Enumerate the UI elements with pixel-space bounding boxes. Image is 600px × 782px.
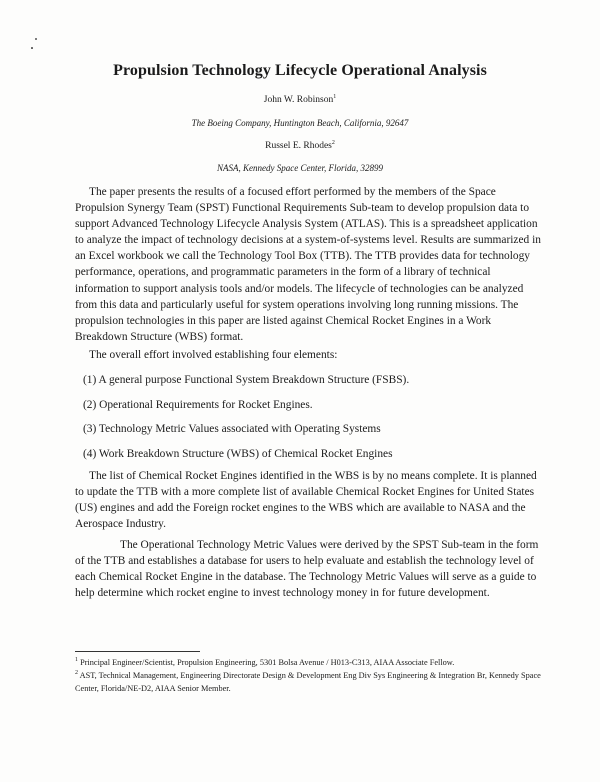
- metric-values-paragraph: The Operational Technology Metric Values were derived by the SPST Sub-team in the form of the TTB and establishes a database for users to help evaluate and establish the technology level of each Chemical Rocket Engine in the database. The Technology Metric Values will serve as a guide to help determine which rocket engine to invest technology money in for future development.: [75, 539, 539, 600]
- author-2-affiliation: NASA, Kennedy Space Center, Florida, 32899: [217, 163, 383, 173]
- footnote-1-text: Principal Engineer/Scientist, Propulsion Engineering, 5301 Bolsa Avenue / H013-C313, AIAA Associate Fellow.: [80, 658, 455, 667]
- overall-effort-paragraph: The overall effort involved establishing four elements:: [89, 349, 338, 361]
- paper-title: Propulsion Technology Lifecycle Operational Analysis: [113, 62, 487, 79]
- element-list-item-3: (3) Technology Metric Values associated with Operating Systems: [83, 423, 381, 435]
- author-2-name: Russel E. Rhodes: [265, 141, 332, 151]
- footnote-2-text: AST, Technical Management, Engineering Directorate Design & Development Eng Div Sys Engineering & Integration Br, Kennedy Space Center, Florida/NE-D2, AIAA Senior Member.: [75, 671, 541, 693]
- footnote-1-mark: 1: [75, 657, 78, 664]
- scan-speck: [31, 47, 33, 49]
- footnote-divider: [75, 651, 200, 652]
- author-2: [0, 141, 600, 151]
- author-1: [0, 95, 600, 105]
- element-list-item-4: (4) Work Breakdown Structure (WBS) of Chemical Rocket Engines: [83, 448, 393, 460]
- element-list-item-1: (1) A general purpose Functional System Breakdown Structure (FSBS).: [83, 374, 410, 386]
- wbs-list-paragraph: The list of Chemical Rocket Engines identified in the WBS is by no means complete. It is planned to update the TTB with a more complete list of available Chemical Rocket Engines for United States (US) engines and add the Foreign rocket engines to the WBS which are available to NASA and the Aerospace Industry.: [75, 470, 537, 531]
- author-2-footnote-mark: 2: [331, 139, 335, 146]
- scan-speck: [35, 38, 37, 40]
- footnote-1: [75, 657, 545, 670]
- element-list-item-2: (2) Operational Requirements for Rocket Engines.: [83, 399, 313, 411]
- abstract-paragraph: The paper presents the results of a focused effort performed by the members of the Space Propulsion Synergy Team (SPST) Functional Requirements Sub-team to develop propulsion data to support Advanced Technology Lifecycle Analysis System (ATLAS). This is a spreadsheet application to analyze the impact of technology decisions at a system-of-systems level. Results are summarized in an Excel workbook we call the Technology Tool Box (TTB). The TTB provides data for technology performance, operations, and programmatic parameters in the form of a library of technical information to support analysis tools and/or models. The lifecycle of technologies can be analyzed from this data and particularly useful for system operations involving long running missions. The propulsion technologies in this paper are listed against Chemical Rocket Engines in a Work Breakdown Structure (WBS) format.: [75, 186, 541, 343]
- author-1-affiliation: The Boeing Company, Huntington Beach, California, 92647: [191, 118, 409, 128]
- author-1-footnote-mark: 1: [333, 93, 337, 100]
- footnote-2: [75, 670, 545, 695]
- author-1-name: John W. Robinson: [263, 95, 334, 105]
- footnote-2-mark: 2: [75, 670, 78, 677]
